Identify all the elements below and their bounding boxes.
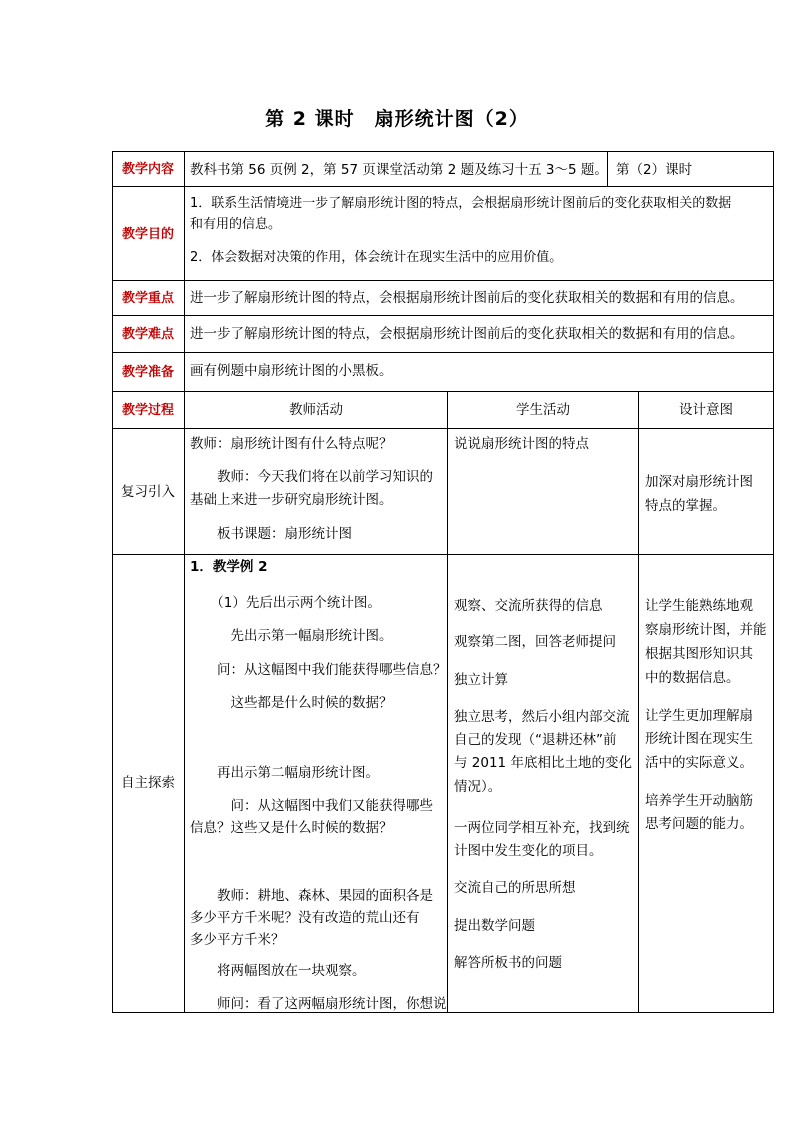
explore-teacher-line: 先出示第一幅扇形统计图。 [190,628,393,644]
label-goals: 教学目的 [121,226,174,242]
col-student-header: 学生活动 [516,401,570,418]
explore-teacher-line: 多少平方千米？ [190,932,285,948]
content-text: 教科书第 56 页例 2，第 57 页课堂活动第 2 题及练习十五 3～5 题。 [190,162,608,178]
explore-teacher-line: 多少平方千米呢？没有改造的荒山还有 [190,910,420,926]
explore-teacher-line: 这些都是什么时候的数据？ [190,695,393,711]
explore-teacher-line: 再出示第二幅扇形统计图。 [190,765,379,781]
review-student-line: 说说扇形统计图的特点 [454,436,589,452]
page-title: 第 2 课时 扇形统计图（2） [265,108,529,130]
explore-student-line: 观察、交流所获得的信息 [454,598,603,614]
explore-design-line: 思考问题的能力。 [645,816,753,832]
explore-teacher-line: 将两幅图放在一块观察。 [190,963,366,979]
explore-student-line: 自己的发现（“退耕还林”前 [454,732,617,748]
explore-student-line: 提出数学问题 [454,918,535,934]
explore-teacher-line: 师问：看了这两幅扇形统计图，你想说 [190,996,447,1012]
explore-teacher-line: （1）先后出示两个统计图。 [190,595,381,611]
stage-explore: 自主探索 [121,775,175,791]
stage-review: 复习引入 [121,483,175,500]
review-teacher-line: 教师：扇形统计图有什么特点呢？ [190,436,393,452]
explore-student-line: 解答所板书的问题 [454,955,562,971]
explore-design-line: 形统计图在现实生 [645,731,753,747]
keypoint-text: 进一步了解扇形统计图的特点，会根据扇形统计图前后的变化获取相关的数据和有用的信息。 [190,290,744,306]
explore-student-line: 观察第二图，回答老师提问 [454,634,616,650]
explore-design-line: 活中的实际意义。 [645,755,753,771]
prep-text: 画有例题中扇形统计图的小黑板。 [190,363,393,379]
review-teacher-line: 基础上来进一步研究扇形统计图。 [190,492,393,508]
col-teacher-header: 教师活动 [289,401,343,418]
goal-1-line-1: 1．联系生活情境进一步了解扇形统计图的特点，会根据扇形统计图前后的变化获取相关的数据 [190,196,732,211]
explore-student-line: 交流自己的所思所想 [454,880,576,896]
explore-student-line: 独立计算 [454,672,508,688]
label-keypoint: 教学重点 [121,291,174,306]
explore-design-line: 培养学生开动脑筋 [645,793,753,809]
explore-design-line: 让学生更加理解扇 [645,708,753,724]
label-content: 教学内容 [121,161,174,177]
explore-teacher-line: 问：从这幅图中我们能获得哪些信息？ [190,662,447,678]
label-difficulty: 教学难点 [121,327,174,342]
label-prep: 教学准备 [121,365,174,380]
explore-student-line: 计图中发生变化的项目。 [454,843,603,859]
explore-design-line: 中的数据信息。 [645,670,740,686]
explore-teacher-line: 问：从这幅图中我们又能获得哪些 [190,798,433,814]
review-design-line: 特点的掌握。 [645,498,726,514]
col-design-header: 设计意图 [679,401,733,418]
goal-1-line-2: 和有用的信息。 [190,217,282,232]
explore-student-line: 与 2011 年底相比土地的变化 [454,755,632,771]
lesson-plan-table [112,151,774,1013]
explore-teacher-line: 教师：耕地、森林、果园的面积各是 [190,888,433,904]
review-teacher-line: 板书课题：扇形统计图 [190,526,352,542]
period-text: 第（2）课时 [616,162,693,178]
explore-student-line: 情况）。 [454,779,502,795]
goal-2: 2．体会数据对决策的作用，体会统计在现实生活中的应用价值。 [190,250,563,265]
explore-design-line: 察扇形统计图，并能 [645,622,767,638]
explore-student-line: 独立思考，然后小组内部交流 [454,709,630,725]
explore-design-line: 根据其图形知识其 [645,646,753,662]
difficulty-text: 进一步了解扇形统计图的特点，会根据扇形统计图前后的变化获取相关的数据和有用的信息。 [190,326,744,342]
explore-teacher-line: 信息？这些又是什么时候的数据？ [190,820,393,836]
review-teacher-line: 教师：今天我们将在以前学习知识的 [190,469,433,485]
explore-student-line: 一两位同学相互补充，找到统 [454,820,630,836]
review-design-line: 加深对扇形统计图 [645,474,753,490]
explore-heading: 1．教学例 2 [190,559,268,575]
explore-design-line: 让学生能熟练地观 [645,598,753,614]
label-process: 教学过程 [121,402,174,418]
